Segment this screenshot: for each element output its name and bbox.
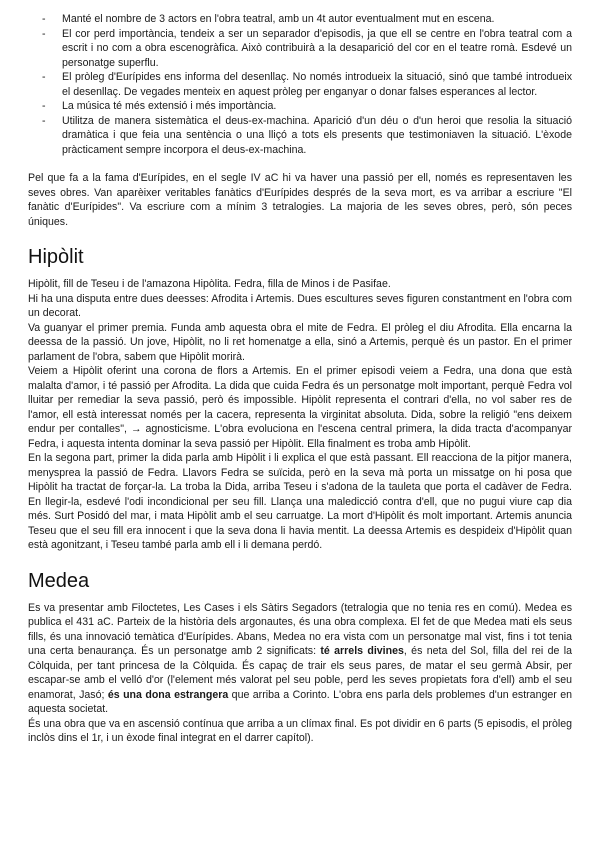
bold-phrase: té arrels divines bbox=[320, 645, 404, 657]
list-item: - Utilitza de manera sistemàtica el deus-ex-machina. Aparició d'un déu o d'un heroi que resolia la situació dramàtica i que feia una sentència o una lliçó a tots els presents que testimoniaven la situació. L'èxode pràcticament sempre incorpora el deus-ex-machina. bbox=[42, 114, 572, 156]
hipolit-section bbox=[28, 277, 572, 553]
list-item: - El pròleg d'Eurípides ens informa del desenllaç. No només introdueix la situació, sinó que també introdueix el desenllaç. De vegades menteix en aquest pròleg per enganyar o donar falses esperances al lector. bbox=[42, 71, 572, 98]
medea-section bbox=[28, 601, 572, 746]
hipolit-line: Va guanyar el primer premia. Funda amb aquesta obra el mite de Fedra. El pròleg el diu Afrodita. Ella encarna la deessa de la passió. Un jove, Hipòlit, no li ret homenatge a ella, sinó a Artemis, perquè és un pastor. En el primer parlament de l'obra, sabem que Hipòlit morirà. bbox=[28, 321, 572, 363]
list-item: - Manté el nombre de 3 actors en l'obra teatral, amb un 4t autor eventualment mut en escena. bbox=[42, 13, 495, 25]
list-item-text: El cor perd importància, tendeix a ser un separador d'episodis, ja que ell se centre en l'obra teatral com a escrit i no com a obra escenogràfica. Això contribuirà a la desaparició del cor en el teatre romà. Esdevé un personatge superflu. bbox=[62, 27, 572, 69]
list-item-text: El pròleg d'Eurípides ens informa del desenllaç. No només introdueix la situació, sinó que també introdueix el desenllaç. De vegades menteix en aquest pròleg per enganyar o donar falses esperances al lector. bbox=[62, 71, 572, 98]
hipolit-line: En la segona part, primer la dida parla amb Hipòlit i li explica el que està passant. Ell reacciona de la pitjor manera, menyspreа la passió de Fedra. Llavors Fedra se suïcida, però en la seva mà porta un missatge on hi posa que Hipòlit ha tractat de forçar-la. La troba la Dida, arriba Teseu i s'adona de la tauleta que porta el cadàver de Fedra. En llegir-la, esdevé l'odi incondicional per seu fill. Llança una maledicció contra d'ell, que no pugui viure cap dia més. Surt Posidó del mar, i mata Hipòlit amb el seu carruatge. La mort d'Hipòlit és molt important. Artemis anuncia Teseu que el seu fill era innocent i que la seva dona li havia mentit. La deessa Artemis es despideix d'Hipòlit quan està agonitzant, i Teseu també parla amb ell i li demana perdó. bbox=[28, 452, 572, 551]
features-list bbox=[28, 12, 572, 157]
hipolit-line: Veiem a Hipòlit oferint una corona de flors a Artemis. En el primer episodi veiem a Fedra, una dona que està malalta d'amor, i té passió per Afrodita. La dida que cuida Fedra és un personatge molt important, perquè Fedra vol lluitar per remediar la seva passió, però és impossible. Hipòlit representa el contrari d'ella, no vol saber res de l'amor, ell està interessat només per la cacera, representa la virginitat absoluta. Dida, sobre la religió "ens deixem endur per contalles", → agnosticisme. L'obra evoluciona en l'escena central primera, la dida tracta d'acompanyar Fedra, i aquesta intenta dominar la seva passió per Hipòlit. Ella finalment es troba amb Hipòlit. bbox=[28, 365, 572, 450]
medea-paragraph: És una obra que va en ascensió contínua que arriba a un clímax final. Es pot dividir en 6 parts (5 episodis, el pròleg inclòs dins el 1r, i un èxode final integrat en el darrer capítol). bbox=[28, 717, 572, 744]
list-item-text: Manté el nombre de 3 actors en l'obra teatral, amb un 4t autor eventualment mut en escena. bbox=[62, 13, 495, 25]
list-item-text: Utilitza de manera sistemàtica el deus-ex-machina. Aparició d'un déu o d'un heroi que resolia la situació dramàtica i que feia una sentència o una lliçó a tots els presents que testimoniaven la situació. L'èxode pràcticament sempre incorpora el deus-ex-machina. bbox=[62, 114, 572, 156]
fama-paragraph: Pel que fa a la fama d'Eurípides, en el segle IV aC hi va haver una passió per ell, només es representaven les seves obres. Van aparèixer veritables fanàtics d'Eurípides després de la seva mort, es va arribar a escriure "El fanàtic d'Eurípides". Va escriure com a mínim 3 tetralogies. La majoria de les seves obres, però, són peces úniques. bbox=[28, 172, 572, 228]
medea-paragraph: Es va presentar amb Filoctetes, Les Cases i els Sàtirs Segadors (tetralogia que no tenia res en comú). Medea es publica el 431 aC. Parteix de la història dels argonautes, és una obra complexa. El fet de que Medea mati els seus fills, és una innovació temàtica d'Eurípides. Abans, Medea no era vista com un personatge mal vist, fins i tot tenia una certa benaurança. És un personatge amb 2 significats: té arrels divines, és neta del Sol, filla del rei de la Còlquida, per tant princesa de la Còlquida. És capaç de trair els seus pares, de matar el seu germà Absir, per escapar-se amb el velló d'or (l'element més valorat pel seu poble, perd les seves propietats fora d'ell) amb el seu enamorat, Jasó; és una dona estrangera que arriba a Corinto. L'obra ens parla dels problemes d'un estranger en aquesta societat. bbox=[28, 601, 573, 715]
medea-heading: Medea bbox=[28, 569, 90, 592]
list-item-text: La música té més extensió i més importància. bbox=[62, 100, 277, 112]
list-item: - El cor perd importància, tendeix a ser un separador d'episodis, ja que ell se centre en l'obra teatral com a escrit i no com a obra escenogràfica. Això contribuirà a la desaparició del cor en el teatre romà. Esdevé un personatge superflu. bbox=[42, 27, 572, 69]
hipolit-line: Hipòlit, fill de Teseu i de l'amazona Hipòlita. Fedra, filla de Minos i de Pasifae. bbox=[28, 278, 391, 290]
list-item: - La música té més extensió i més importància. bbox=[42, 100, 277, 112]
hipolit-line: Hi ha una disputa entre dues deesses: Afrodita i Artemis. Dues escultures seves figuren constantment en l'obra com un decorat. bbox=[28, 292, 572, 319]
hipolit-heading: Hipòlit bbox=[28, 246, 84, 268]
bold-phrase: és una dona estrangera bbox=[107, 688, 229, 701]
